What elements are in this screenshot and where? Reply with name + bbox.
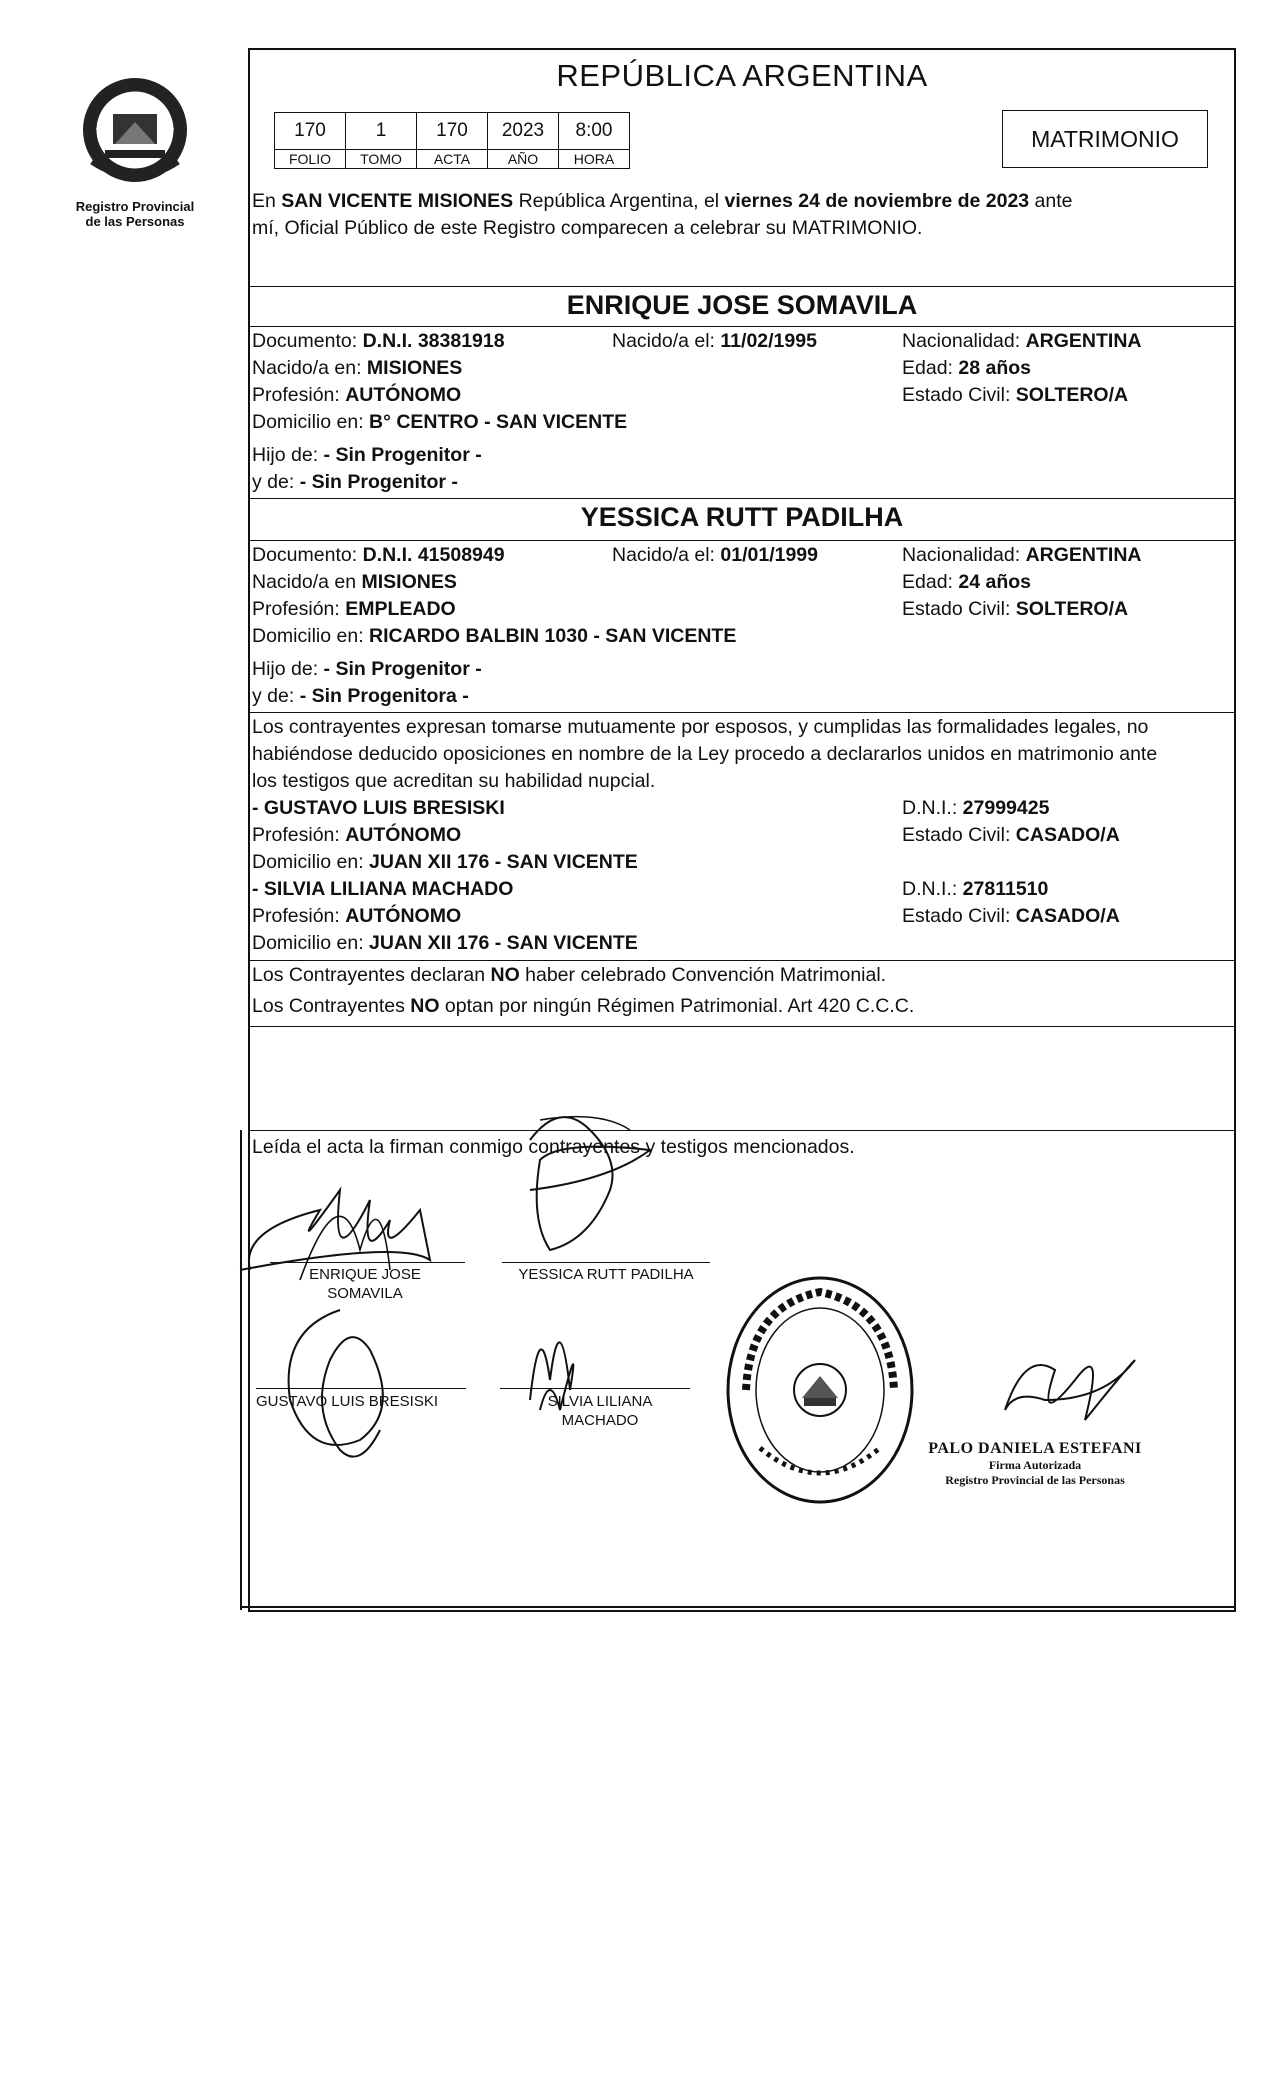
record-type-badge: MATRIMONIO xyxy=(1002,110,1208,168)
divider xyxy=(250,960,1234,961)
signature-witness1-icon xyxy=(270,1290,410,1470)
hijo-de-value: - Sin Progenitor - xyxy=(323,658,482,680)
dni-label: D.N.I.: xyxy=(902,878,963,900)
witness2-estado-civil xyxy=(902,903,1120,930)
intro-line2: mí, Oficial Público de este Registro comparecen a celebrar su MATRIMONIO. xyxy=(252,217,923,239)
reference-table xyxy=(274,112,630,169)
signature-caption-spouse2: YESSICA RUTT PADILHA xyxy=(518,1266,694,1283)
witness2-name-text: - SILVIA LILIANA MACHADO xyxy=(252,878,514,900)
estado-civil-value: SOLTERO/A xyxy=(1015,598,1129,620)
divider xyxy=(250,326,1234,327)
declaration-paragraph xyxy=(252,714,1232,795)
y-de-value: - Sin Progenitor - xyxy=(299,471,458,493)
registry-stamp-icon xyxy=(720,1270,920,1510)
spouse1-edad xyxy=(902,355,1031,382)
spouse1-nacido-el xyxy=(612,328,817,355)
hijo-de-label: Hijo de: xyxy=(252,658,324,680)
intro-line1 xyxy=(252,188,1232,215)
spouse2-profesion xyxy=(252,596,456,623)
convention-text: optan por ningún Régimen Patrimonial. Art 420 C.C.C. xyxy=(439,995,915,1017)
spouse2-domicilio xyxy=(252,623,736,650)
spouse2-estado-civil xyxy=(902,596,1128,623)
divider xyxy=(250,712,1234,713)
y-de-label: y de: xyxy=(252,471,300,493)
nacido-en-value: MISIONES xyxy=(366,357,463,379)
estado-civil-label: Estado Civil: xyxy=(902,598,1016,620)
witness1-estado-civil xyxy=(902,822,1120,849)
witness2-name xyxy=(252,876,513,903)
estado-civil-value: CASADO/A xyxy=(1015,905,1120,927)
intro-text3: ante xyxy=(1029,190,1073,212)
domicilio-label: Domicilio en: xyxy=(252,411,370,433)
acta-label: ACTA xyxy=(417,150,488,169)
edad-value: 28 años xyxy=(958,357,1032,379)
y-de-label: y de: xyxy=(252,685,300,707)
nacionalidad-label: Nacionalidad: xyxy=(902,544,1026,566)
divider xyxy=(250,540,1234,541)
convention-text: Los Contrayentes xyxy=(252,995,411,1017)
convention-text: haber celebrado Convención Matrimonial. xyxy=(519,964,887,986)
declaration-line3: los testigos que acreditan su habilidad nupcial. xyxy=(252,770,656,792)
hora-label: HORA xyxy=(559,150,630,169)
declaration-line1: Los contrayentes expresan tomarse mutuamente por esposos, y cumplidas las formalidades legales, no xyxy=(252,716,1149,738)
dni-value: 27999425 xyxy=(962,797,1050,819)
hora-value: 8:00 xyxy=(559,113,630,150)
spouse1-domicilio xyxy=(252,409,627,436)
domicilio-label: Domicilio en: xyxy=(252,851,370,873)
frame-bottom-edge xyxy=(240,1606,1234,1608)
nacido-en-label: Nacido/a en: xyxy=(252,357,367,379)
profesion-value: AUTÓNOMO xyxy=(345,905,462,927)
closing-text: Leída el acta la firman conmigo contrayentes y testigos mencionados. xyxy=(252,1136,855,1158)
signature-caption-line: ENRIQUE JOSE xyxy=(309,1266,421,1283)
estado-civil-label: Estado Civil: xyxy=(902,384,1016,406)
nacido-el-value: 01/01/1999 xyxy=(720,544,819,566)
convention-no: NO xyxy=(410,995,440,1017)
tomo-label: TOMO xyxy=(346,150,417,169)
profesion-label: Profesión: xyxy=(252,598,346,620)
intro-text1: En xyxy=(252,190,282,212)
documento-value: D.N.I. 38381918 xyxy=(362,330,505,352)
spouse1-name: ENRIQUE JOSE SOMAVILA xyxy=(566,290,918,320)
folio-value: 170 xyxy=(275,113,346,150)
nacido-en-label: Nacido/a en xyxy=(252,571,362,593)
domicilio-value: RICARDO BALBIN 1030 - SAN VICENTE xyxy=(369,625,737,647)
signature-caption-witness1: GUSTAVO LUIS BRESISKI xyxy=(256,1393,438,1410)
spouse1-nacido-en xyxy=(252,355,462,382)
ano-label: AÑO xyxy=(488,150,559,169)
documento-label: Documento: xyxy=(252,330,363,352)
acta-value: 170 xyxy=(417,113,488,150)
spouse1-profesion xyxy=(252,382,461,409)
signature-witness2-icon xyxy=(500,1290,620,1420)
estado-civil-label: Estado Civil: xyxy=(902,905,1016,927)
signature-caption-line: SOMAVILA xyxy=(327,1285,403,1302)
logo-caption-line1: Registro Provincial xyxy=(75,199,195,214)
spouse1-estado-civil xyxy=(902,382,1128,409)
spouse1-hijo-de xyxy=(252,442,482,469)
convention-paragraph xyxy=(252,962,1232,1020)
profesion-label: Profesión: xyxy=(252,824,346,846)
spouse1-documento xyxy=(252,328,505,355)
nacionalidad-value: ARGENTINA xyxy=(1025,544,1142,566)
misiones-coat-of-arms-icon xyxy=(75,70,195,190)
intro-place: SAN VICENTE MISIONES xyxy=(281,190,514,212)
folio-label: FOLIO xyxy=(275,150,346,169)
edad-label: Edad: xyxy=(902,571,959,593)
profesion-value: EMPLEADO xyxy=(345,598,456,620)
estado-civil-value: SOLTERO/A xyxy=(1015,384,1129,406)
signature-spouse1-icon xyxy=(230,1150,470,1290)
domicilio-label: Domicilio en: xyxy=(252,932,370,954)
documento-value: D.N.I. 41508949 xyxy=(362,544,505,566)
witness1-name-text: - GUSTAVO LUIS BRESISKI xyxy=(252,797,505,819)
dni-value: 27811510 xyxy=(962,878,1049,900)
intro-date: viernes 24 de noviembre de 2023 xyxy=(724,190,1030,212)
y-de-value: - Sin Progenitora - xyxy=(299,685,469,707)
registry-logo xyxy=(60,70,210,229)
witness1-name xyxy=(252,795,505,822)
edad-value: 24 años xyxy=(958,571,1032,593)
page-title: REPÚBLICA ARGENTINA xyxy=(556,58,928,93)
domicilio-label: Domicilio en: xyxy=(252,625,370,647)
nacido-el-label: Nacido/a el: xyxy=(612,330,721,352)
domicilio-value: JUAN XII 176 - SAN VICENTE xyxy=(369,851,638,873)
profesion-value: AUTÓNOMO xyxy=(345,824,462,846)
logo-caption xyxy=(60,199,210,229)
divider xyxy=(250,1130,1234,1131)
domicilio-value: B° CENTRO - SAN VICENTE xyxy=(369,411,628,433)
hijo-de-value: - Sin Progenitor - xyxy=(323,444,482,466)
divider xyxy=(250,498,1234,499)
divider xyxy=(250,1026,1234,1027)
spouse2-nacido-en xyxy=(252,569,457,596)
nacido-el-label: Nacido/a el: xyxy=(612,544,721,566)
convention-no: NO xyxy=(490,964,520,986)
spouse2-edad xyxy=(902,569,1031,596)
dni-label: D.N.I.: xyxy=(902,797,963,819)
spouse2-hijo-de xyxy=(252,656,482,683)
witness2-dni xyxy=(902,876,1048,903)
estado-civil-label: Estado Civil: xyxy=(902,824,1016,846)
witness2-profesion xyxy=(252,903,461,930)
profesion-label: Profesión: xyxy=(252,905,346,927)
divider xyxy=(250,286,1234,287)
official-signature-block xyxy=(915,1440,1155,1488)
spouse2-documento xyxy=(252,542,505,569)
spouse2-name: YESSICA RUTT PADILHA xyxy=(580,502,904,532)
edad-label: Edad: xyxy=(902,357,959,379)
official-office: Registro Provincial de las Personas xyxy=(945,1473,1125,1487)
witness1-domicilio xyxy=(252,849,638,876)
signature-caption-line: MACHADO xyxy=(561,1412,639,1429)
profesion-label: Profesión: xyxy=(252,384,346,406)
domicilio-value: JUAN XII 176 - SAN VICENTE xyxy=(369,932,638,954)
intro-paragraph xyxy=(252,188,1232,242)
declaration-line2: habiéndose deducido oposiciones en nombre de la Ley procedo a declararlos unidos en matrimonio ante xyxy=(252,743,1158,765)
witness1-profesion xyxy=(252,822,461,849)
profesion-value: AUTÓNOMO xyxy=(345,384,462,406)
spouse2-nacido-el xyxy=(612,542,818,569)
logo-caption-line2: de las Personas xyxy=(85,214,185,229)
documento-label: Documento: xyxy=(252,544,363,566)
spouse1-y-de xyxy=(252,469,458,496)
witness1-dni xyxy=(902,795,1049,822)
nacionalidad-value: ARGENTINA xyxy=(1025,330,1142,352)
nacido-en-value: MISIONES xyxy=(361,571,457,593)
spouse1-nacionalidad xyxy=(902,328,1142,355)
hijo-de-label: Hijo de: xyxy=(252,444,324,466)
signature-official-icon xyxy=(985,1330,1145,1440)
official-name: PALO DANIELA ESTEFANI xyxy=(928,1440,1142,1457)
ano-value: 2023 xyxy=(488,113,559,150)
official-role: Firma Autorizada xyxy=(988,1458,1082,1472)
witness2-domicilio xyxy=(252,930,638,957)
spouse2-nacionalidad xyxy=(902,542,1142,569)
nacionalidad-label: Nacionalidad: xyxy=(902,330,1026,352)
nacido-el-value: 11/02/1995 xyxy=(720,330,817,352)
intro-text2: República Argentina, el xyxy=(513,190,725,212)
estado-civil-value: CASADO/A xyxy=(1015,824,1120,846)
convention-text: Los Contrayentes declaran xyxy=(252,964,491,986)
signature-spouse2-icon xyxy=(470,1100,700,1270)
spouse2-y-de xyxy=(252,683,469,710)
convention-line2 xyxy=(252,993,1232,1020)
convention-line1 xyxy=(252,962,1232,989)
signature-caption-line: SILVIA LILIANA xyxy=(547,1393,653,1410)
tomo-value: 1 xyxy=(346,113,417,150)
